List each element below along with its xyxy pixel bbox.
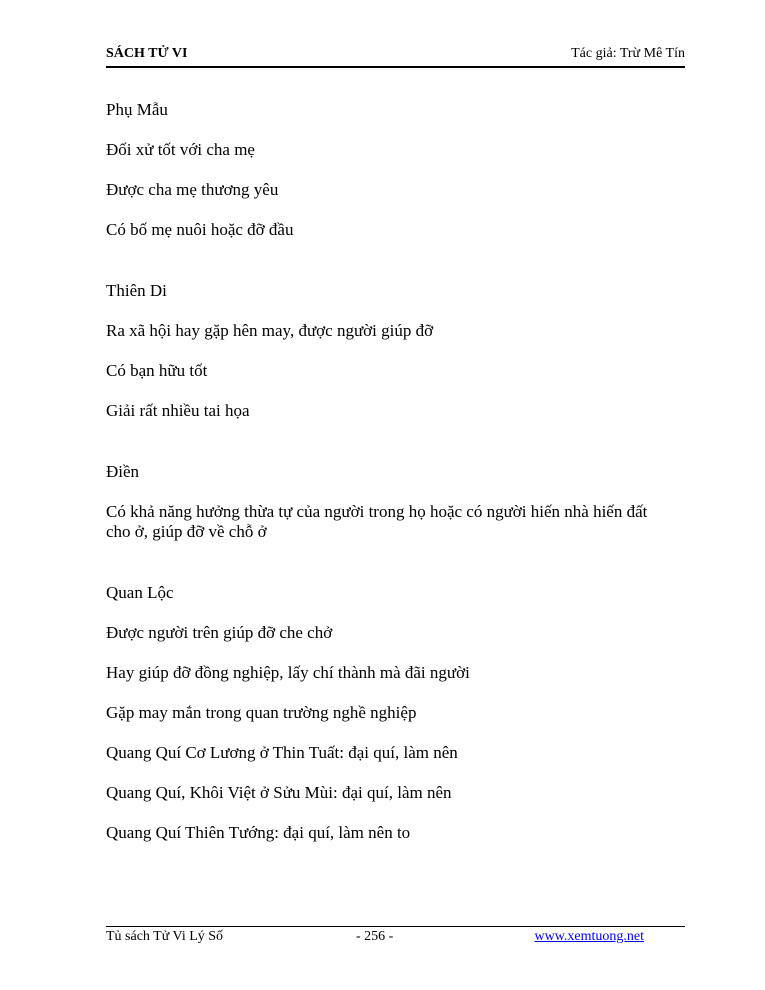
body-line: Được cha mẹ thương yêu [106, 180, 279, 199]
section-heading-phu-mau: Phụ Mẫu [106, 100, 168, 119]
page-number: - 256 - [356, 929, 394, 944]
author-line: Tác giả: Trừ Mê Tín [571, 46, 685, 61]
book-title: SÁCH TỬ VI [106, 46, 188, 61]
body-line: Được người trên giúp đỡ che chở [106, 623, 333, 642]
website-link[interactable]: www.xemtuong.net [534, 929, 644, 944]
section-heading-dien: Điền [106, 462, 140, 481]
footer-series-title: Tủ sách Tử Vi Lý Số [106, 929, 224, 944]
body-line: Có khả năng hưởng thừa tự của người trong họ hoặc có người hiến nhà hiến đất [106, 502, 648, 521]
body-line: Quang Quí Cơ Lương ở Thin Tuất: đại quí, làm nên [106, 743, 458, 762]
section-heading-thien-di: Thiên Di [106, 281, 167, 300]
body-line: Ra xã hội hay gặp hên may, được người giúp đỡ [106, 321, 434, 340]
body-line: Có bạn hữu tốt [106, 361, 208, 380]
body-line: Hay giúp đỡ đồng nghiệp, lấy chí thành mà đãi người [106, 663, 470, 682]
section-heading-quan-loc: Quan Lộc [106, 583, 174, 602]
page-header [106, 46, 685, 68]
body-line: Gặp may mắn trong quan trường nghề nghiệp [106, 703, 417, 722]
page-footer [106, 926, 685, 949]
body-line: Có bố mẹ nuôi hoặc đỡ đầu [106, 220, 294, 239]
body-line: cho ở, giúp đỡ về chỗ ở [106, 522, 267, 541]
body-line: Đối xử tốt với cha mẹ [106, 140, 255, 159]
body-line: Quang Quí Thiên Tướng: đại quí, làm nên to [106, 823, 411, 842]
page-body [106, 100, 685, 843]
body-line: Giải rất nhiều tai họa [106, 401, 250, 420]
body-line: Quang Quí, Khôi Việt ở Sửu Mùi: đại quí, làm nên [106, 783, 452, 802]
